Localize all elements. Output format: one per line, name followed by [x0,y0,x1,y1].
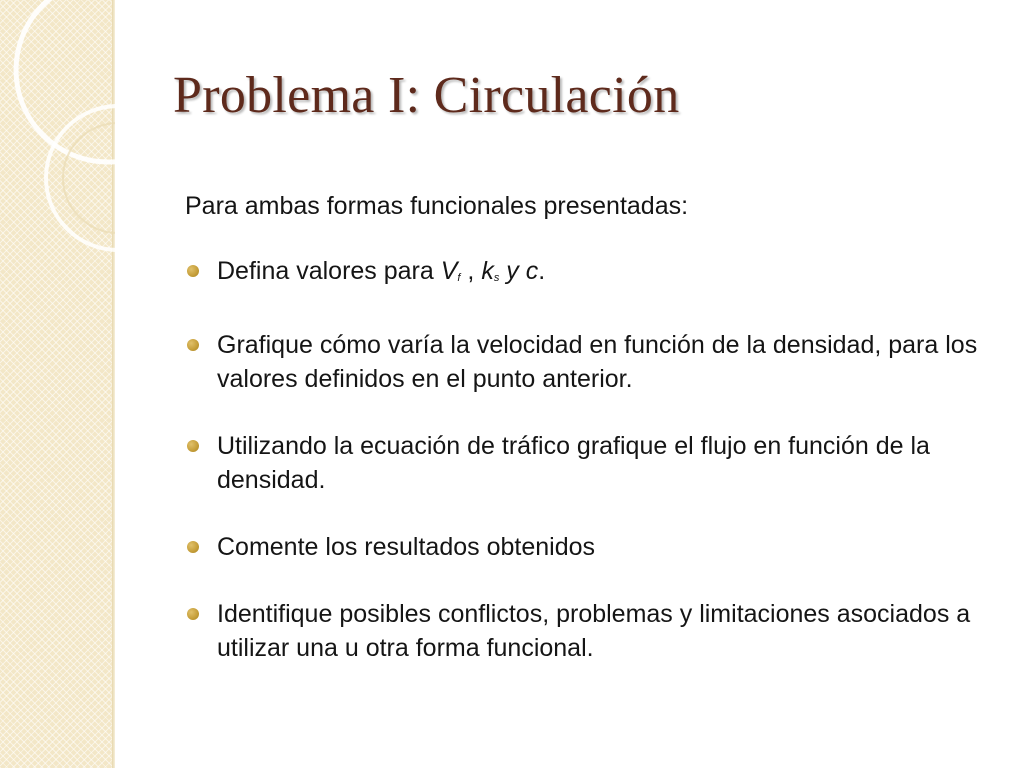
bullet-text: Grafique cómo varía la velocidad en función de la densidad, para los valores definidos en el punto anterior. [217,331,978,393]
variable-k-subscript: s [493,272,500,284]
bullet-text-end: . [538,257,546,285]
slide-body [185,188,1005,665]
bullet-text-prefix: Defina valores para [217,257,441,285]
circle-bullet-icon [187,339,199,351]
bullet-text: Identifique posibles conflictos, problemas y limitaciones asociados a utilizar una u otra forma funcional. [217,600,971,662]
list-item [185,254,1005,295]
list-item [185,597,1005,665]
slide-title: Problema I: Circulación [173,67,680,124]
list-item [185,530,1005,564]
variable-c: c [525,257,539,285]
separator-3 [519,257,526,285]
circle-bullet-icon [187,440,199,452]
circle-bullet-icon [187,265,199,277]
bullet-text: Utilizando la ecuación de tráfico grafique el flujo en función de la densidad. [217,432,930,494]
word-y: y [506,257,519,285]
variable-v-subscript: f [457,272,461,284]
list-item [185,328,1005,396]
decorative-circles-icon [0,0,115,768]
separator-1: , [460,257,482,285]
variable-k: k [481,257,494,285]
intro-text: Para ambas formas funcionales presentadas: [185,192,689,220]
bullet-text: Comente los resultados obtenidos [217,533,596,561]
bullet-list [185,254,1005,665]
variable-v: V [440,257,458,285]
circle-bullet-icon [187,608,199,620]
circle-bullet-icon [187,541,199,553]
list-item [185,429,1005,497]
